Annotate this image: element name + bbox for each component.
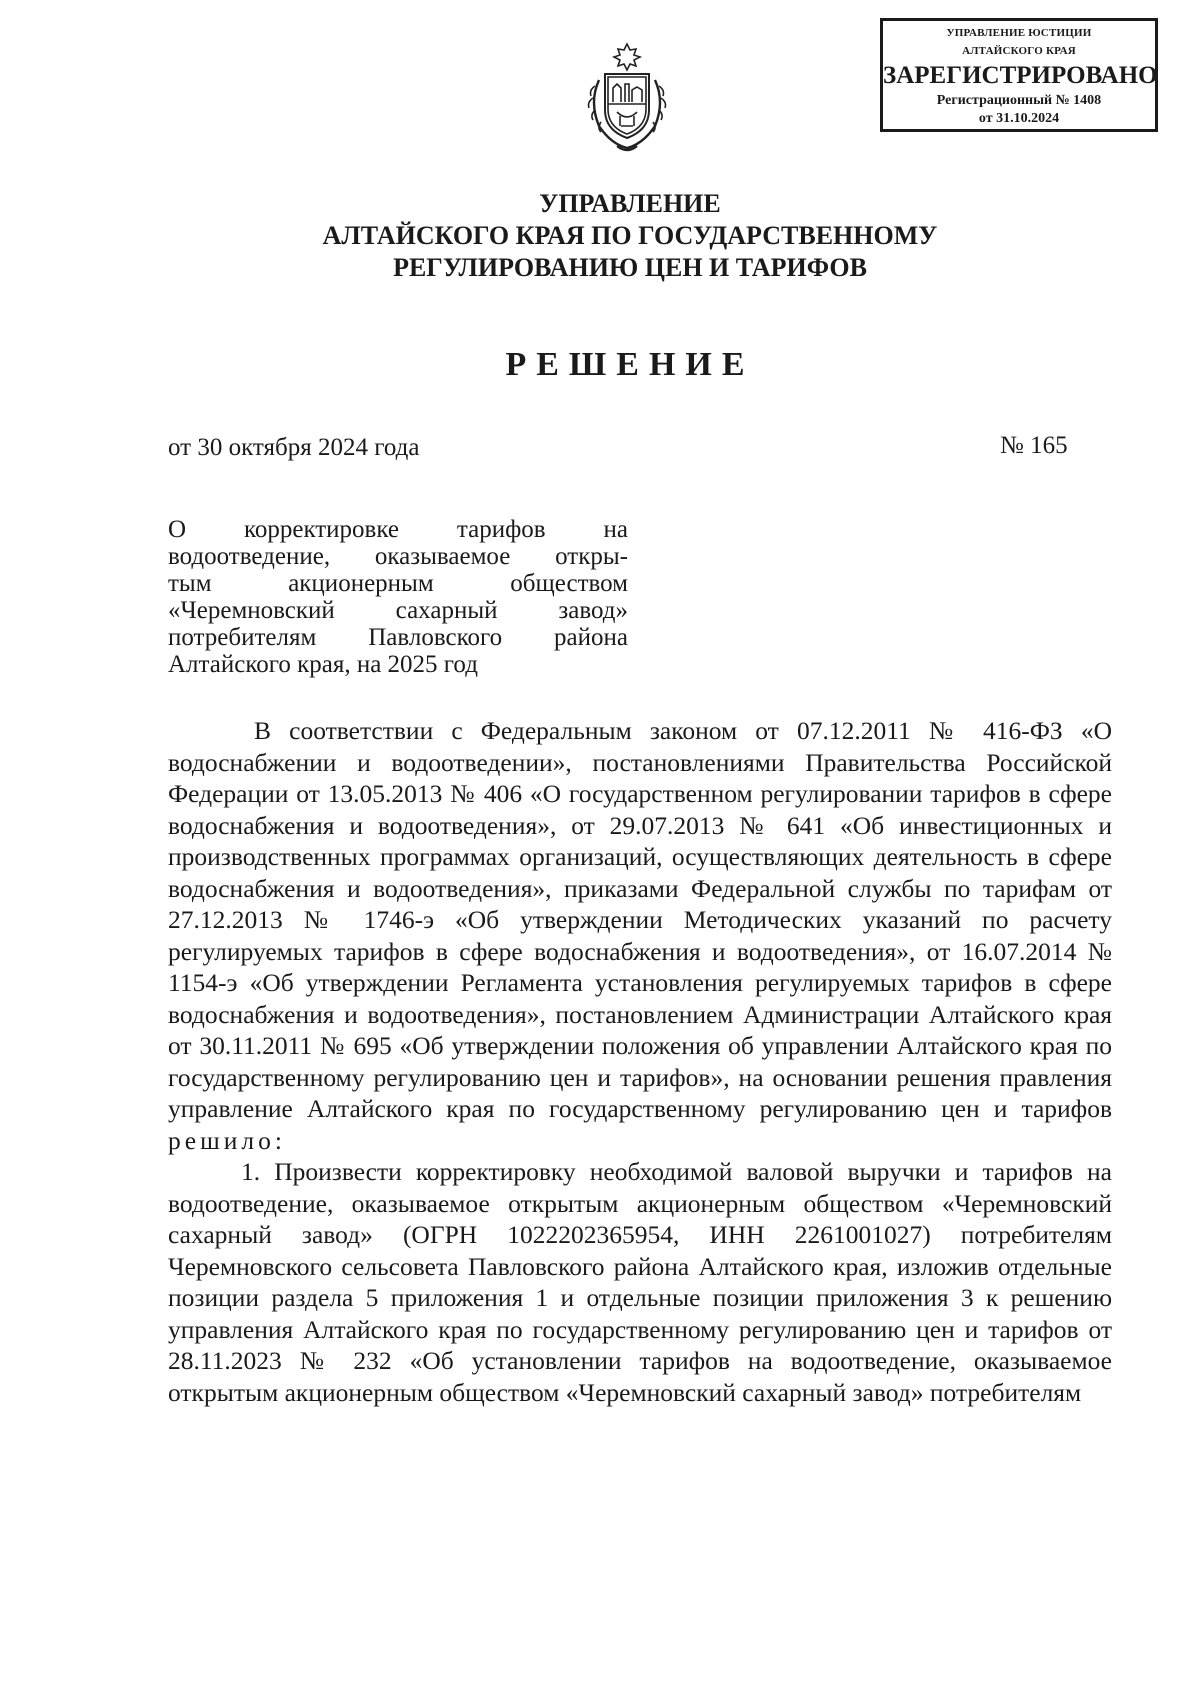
stamp-reg-date: от 31.10.2024 — [978, 111, 1060, 126]
subject-line: «Черемновский сахарный завод» — [168, 597, 628, 624]
authority-line: АЛТАЙСКОГО КРАЯ ПО ГОСУДАРСТВЕННОМУ — [322, 221, 938, 250]
stamp-org-line: УПРАВЛЕНИЕ ЮСТИЦИИ — [946, 27, 1092, 39]
document-number: № 165 — [1000, 432, 1068, 459]
document-type-title: РЕШЕНИЕ — [505, 346, 755, 383]
subject-line: О корректировке тарифов на — [168, 516, 628, 543]
stamp-status: ЗАРЕГИСТРИРОВАНО — [883, 62, 1158, 89]
document-subject — [168, 516, 628, 678]
preamble-text: В соответствии с Федеральным законом от 07.12.2011 № 416-ФЗ «О водоснабжении и водоотведении», постановлениями Правительства Российской Федерации от 13.05.2013 № 406 «О государственном регулировании тарифов в сфере водоснабжения и водоотведения», от 29.07.2013 № 641 «Об инвестиционных и производственных программах организаций, осуществляющих деятельность в сфере водоснабжения и водоотведения», приказами Федеральной службы по тарифам от 27.12.2013 № 1746-э «Об утверждении Методических указаний по расчету регулируемых тарифов в сфере водоснабжения и водоотведения», от 16.07.2014 № 1154-э «Об утверждении Регламента установления регулируемых тарифов в сфере водоснабжения и водоотведения», постановлением Администрации Алтайского края от 30.11.2011 № 695 «Об утверждении положения об управлении Алтайского края по государственному регулированию цен и тарифов», на основании решения правления управление Алтайского края по государственному регулированию цен и тарифов — [168, 716, 1112, 1123]
subject-line: водоотведение, оказываемое откры- — [168, 543, 628, 570]
resolution-verb: решило: — [168, 1125, 286, 1155]
authority-line: РЕГУЛИРОВАНИЮ ЦЕН И ТАРИФОВ — [393, 253, 867, 282]
document-body — [168, 715, 1112, 1408]
subject-line: потребителям Павловского района — [168, 624, 628, 651]
registration-stamp — [880, 18, 1158, 132]
subject-line: Алтайского края, на 2025 год — [168, 651, 478, 678]
preamble-paragraph — [168, 715, 1112, 1156]
item-1-paragraph: 1. Произвести корректировку необходимой валовой выручки и тарифов на водоотведение, оказываемое открытым акционерным обществом «Черемновский сахарный завод» (ОГРН 1022202365954, ИНН 2261001027) потребителям Черемновского сельсовета Павловского района Алтайского края, изложив отдельные позиции раздела 5 приложения 1 и отдельные позиции приложения 3 к решению управления Алтайского края по государственному регулированию цен и тарифов от 28.11.2023 № 232 «Об установлении тарифов на водоотведение, оказываемое открытым акционерным обществом «Черемновский сахарный завод» потребителям — [168, 1157, 1112, 1407]
stamp-org-line: АЛТАЙСКОГО КРАЯ — [962, 45, 1076, 57]
subject-line: тым акционерным обществом — [168, 570, 628, 597]
coat-of-arms-emblem — [577, 40, 677, 156]
issuing-authority — [200, 188, 1060, 284]
document-date: от 30 октября 2024 года — [168, 434, 420, 461]
stamp-reg-number: Регистрационный № 1408 — [936, 93, 1102, 108]
authority-line: УПРАВЛЕНИЕ — [539, 189, 721, 218]
